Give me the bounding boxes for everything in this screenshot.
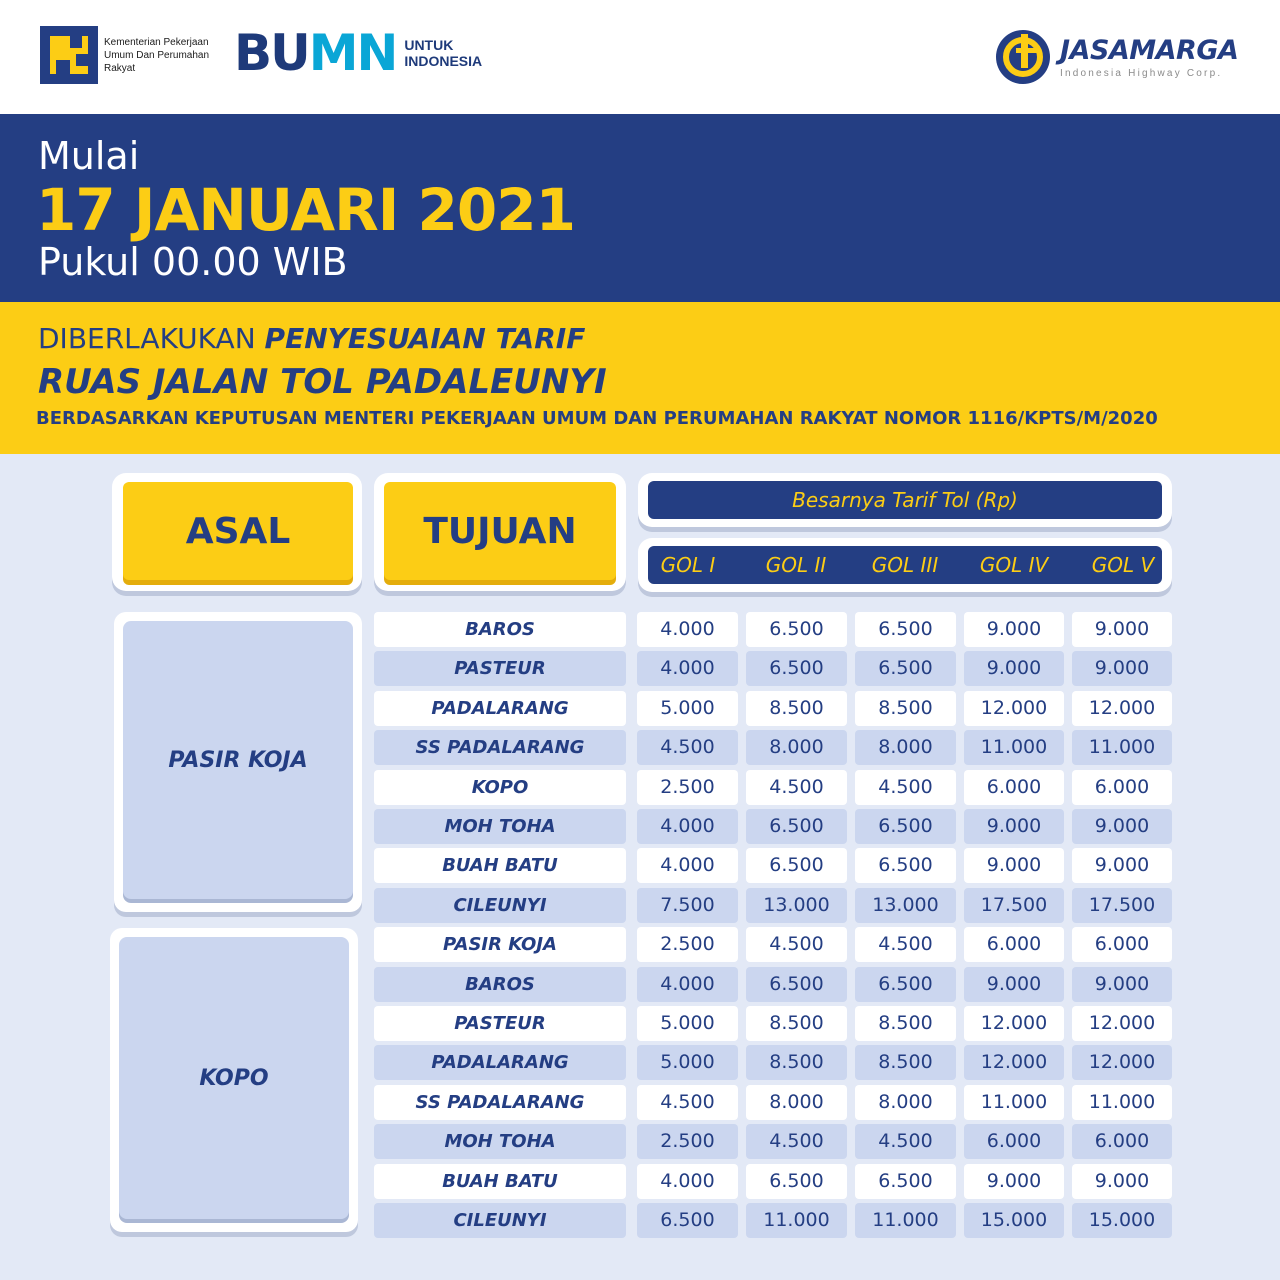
pupr-emblem-icon bbox=[40, 26, 98, 84]
tarif-cell-gol-4: 6.000 bbox=[964, 1124, 1064, 1159]
tarif-cell-gol-3: 4.500 bbox=[855, 770, 956, 805]
tarif-title: Besarnya Tarif Tol (Rp) bbox=[648, 481, 1162, 519]
mulai-label: Mulai bbox=[38, 134, 140, 178]
tarif-cell-gol-2: 11.000 bbox=[746, 1203, 847, 1238]
golongan-header bbox=[648, 546, 1162, 584]
tarif-cell-gol-1: 4.000 bbox=[637, 1164, 738, 1199]
tarif-cell-gol-2: 8.500 bbox=[746, 691, 847, 726]
gol-4-header: GOL IV bbox=[979, 553, 1049, 577]
destination-cell: MOH TOHA bbox=[374, 809, 626, 844]
origin-kopo: KOPO bbox=[119, 937, 349, 1219]
tarif-cell-gol-3: 6.500 bbox=[855, 809, 956, 844]
bumn-tagline: UNTUK INDONESIA bbox=[404, 37, 483, 69]
destination-cell: MOH TOHA bbox=[374, 1124, 626, 1159]
tarif-cell-gol-1: 4.000 bbox=[637, 967, 738, 1002]
destination-cell: BAROS bbox=[374, 967, 626, 1002]
origin-pasir-koja: PASIR KOJA bbox=[123, 621, 353, 899]
tarif-cell-gol-3: 4.500 bbox=[855, 927, 956, 962]
tarif-cell-gol-4: 11.000 bbox=[964, 730, 1064, 765]
destination-cell: PADALARANG bbox=[374, 1045, 626, 1080]
tarif-cell-gol-2: 8.500 bbox=[746, 1045, 847, 1080]
tarif-cell-gol-5: 15.000 bbox=[1072, 1203, 1172, 1238]
tarif-cell-gol-3: 13.000 bbox=[855, 888, 956, 923]
bumn-wordmark: BUMN bbox=[234, 24, 397, 82]
tarif-cell-gol-5: 9.000 bbox=[1072, 848, 1172, 883]
tarif-cell-gol-1: 6.500 bbox=[637, 1203, 738, 1238]
tarif-cell-gol-5: 9.000 bbox=[1072, 809, 1172, 844]
tarif-cell-gol-2: 6.500 bbox=[746, 809, 847, 844]
tarif-cell-gol-4: 9.000 bbox=[964, 967, 1064, 1002]
tarif-cell-gol-3: 6.500 bbox=[855, 1164, 956, 1199]
tarif-cell-gol-1: 4.000 bbox=[637, 848, 738, 883]
tarif-cell-gol-1: 5.000 bbox=[637, 1006, 738, 1041]
tarif-cell-gol-4: 12.000 bbox=[964, 691, 1064, 726]
pupr-logo bbox=[40, 26, 214, 84]
bumn-logo bbox=[234, 24, 483, 82]
tarif-cell-gol-2: 6.500 bbox=[746, 1164, 847, 1199]
gol-3-header: GOL III bbox=[871, 553, 939, 577]
tarif-cell-gol-1: 7.500 bbox=[637, 888, 738, 923]
tarif-cell-gol-2: 4.500 bbox=[746, 1124, 847, 1159]
tarif-cell-gol-5: 9.000 bbox=[1072, 967, 1172, 1002]
tarif-cell-gol-3: 6.500 bbox=[855, 848, 956, 883]
tarif-cell-gol-5: 9.000 bbox=[1072, 612, 1172, 647]
destination-cell: PASTEUR bbox=[374, 1006, 626, 1041]
tarif-cell-gol-1: 4.500 bbox=[637, 1085, 738, 1120]
tarif-cell-gol-5: 12.000 bbox=[1072, 1006, 1172, 1041]
tarif-cell-gol-2: 6.500 bbox=[746, 848, 847, 883]
jasamarga-logo bbox=[994, 28, 1238, 86]
tarif-cell-gol-3: 6.500 bbox=[855, 651, 956, 686]
tujuan-header: TUJUAN bbox=[384, 482, 616, 580]
tarif-cell-gol-5: 12.000 bbox=[1072, 1045, 1172, 1080]
tarif-cell-gol-3: 8.500 bbox=[855, 1045, 956, 1080]
tarif-cell-gol-5: 11.000 bbox=[1072, 730, 1172, 765]
tarif-cell-gol-4: 9.000 bbox=[964, 1164, 1064, 1199]
effective-date: 17 JANUARI 2021 bbox=[36, 176, 575, 244]
gol-1-header: GOL I bbox=[660, 553, 716, 577]
tarif-cell-gol-1: 5.000 bbox=[637, 1045, 738, 1080]
tarif-cell-gol-4: 12.000 bbox=[964, 1045, 1064, 1080]
destination-cell: BUAH BATU bbox=[374, 1164, 626, 1199]
destination-cell: PASIR KOJA bbox=[374, 927, 626, 962]
tarif-cell-gol-5: 17.500 bbox=[1072, 888, 1172, 923]
destination-cell: CILEUNYI bbox=[374, 888, 626, 923]
tarif-cell-gol-3: 8.500 bbox=[855, 691, 956, 726]
tarif-cell-gol-3: 6.500 bbox=[855, 967, 956, 1002]
tarif-cell-gol-2: 13.000 bbox=[746, 888, 847, 923]
tarif-cell-gol-2: 4.500 bbox=[746, 927, 847, 962]
tarif-cell-gol-4: 17.500 bbox=[964, 888, 1064, 923]
tarif-cell-gol-2: 4.500 bbox=[746, 770, 847, 805]
tarif-cell-gol-3: 8.000 bbox=[855, 730, 956, 765]
destination-cell: BAROS bbox=[374, 612, 626, 647]
tarif-cell-gol-5: 6.000 bbox=[1072, 927, 1172, 962]
tarif-cell-gol-3: 4.500 bbox=[855, 1124, 956, 1159]
asal-header: ASAL bbox=[123, 482, 353, 580]
tarif-cell-gol-5: 9.000 bbox=[1072, 1164, 1172, 1199]
tarif-cell-gol-4: 15.000 bbox=[964, 1203, 1064, 1238]
decree-reference: BERDASARKAN KEPUTUSAN MENTERI PEKERJAAN UMUM DAN PERUMAHAN RAKYAT NOMOR 1116/KPTS/M/2020 bbox=[36, 408, 1158, 429]
tarif-cell-gol-2: 8.500 bbox=[746, 1006, 847, 1041]
jasamarga-emblem-icon bbox=[994, 28, 1052, 86]
jasamarga-subtitle: Indonesia Highway Corp. bbox=[1060, 67, 1223, 79]
tarif-cell-gol-1: 4.500 bbox=[637, 730, 738, 765]
destination-cell: KOPO bbox=[374, 770, 626, 805]
tarif-cell-gol-1: 4.000 bbox=[637, 809, 738, 844]
tarif-cell-gol-4: 6.000 bbox=[964, 770, 1064, 805]
destination-cell: SS PADALARANG bbox=[374, 730, 626, 765]
tarif-cell-gol-2: 8.000 bbox=[746, 1085, 847, 1120]
destination-cell: PASTEUR bbox=[374, 651, 626, 686]
tarif-cell-gol-4: 9.000 bbox=[964, 848, 1064, 883]
tarif-cell-gol-3: 8.000 bbox=[855, 1085, 956, 1120]
destination-cell: BUAH BATU bbox=[374, 848, 626, 883]
destination-cell: CILEUNYI bbox=[374, 1203, 626, 1238]
tarif-cell-gol-5: 9.000 bbox=[1072, 651, 1172, 686]
gol-5-header: GOL V bbox=[1091, 553, 1155, 577]
destination-cell: SS PADALARANG bbox=[374, 1085, 626, 1120]
tarif-cell-gol-4: 11.000 bbox=[964, 1085, 1064, 1120]
effective-time: Pukul 00.00 WIB bbox=[38, 240, 348, 284]
tarif-cell-gol-2: 6.500 bbox=[746, 651, 847, 686]
tarif-cell-gol-2: 6.500 bbox=[746, 612, 847, 647]
tarif-cell-gol-1: 5.000 bbox=[637, 691, 738, 726]
toll-road-name: RUAS JALAN TOL PADALEUNYI bbox=[38, 362, 607, 402]
tarif-cell-gol-4: 9.000 bbox=[964, 651, 1064, 686]
tarif-cell-gol-1: 2.500 bbox=[637, 770, 738, 805]
tarif-cell-gol-1: 2.500 bbox=[637, 1124, 738, 1159]
pupr-text: Kementerian Pekerjaan Umum Dan Perumahan Rakyat bbox=[104, 36, 210, 74]
tarif-cell-gol-1: 2.500 bbox=[637, 927, 738, 962]
jasamarga-name: JASAMARGA bbox=[1060, 34, 1239, 66]
tarif-cell-gol-1: 4.000 bbox=[637, 612, 738, 647]
tarif-cell-gol-5: 6.000 bbox=[1072, 1124, 1172, 1159]
tarif-cell-gol-4: 9.000 bbox=[964, 612, 1064, 647]
tarif-cell-gol-3: 11.000 bbox=[855, 1203, 956, 1238]
tarif-cell-gol-4: 9.000 bbox=[964, 809, 1064, 844]
tarif-cell-gol-1: 4.000 bbox=[637, 651, 738, 686]
tariff-banner-line1: DIBERLAKUKAN PENYESUAIAN TARIF bbox=[38, 322, 586, 355]
destination-cell: PADALARANG bbox=[374, 691, 626, 726]
tarif-cell-gol-2: 8.000 bbox=[746, 730, 847, 765]
tarif-cell-gol-5: 12.000 bbox=[1072, 691, 1172, 726]
tarif-cell-gol-4: 6.000 bbox=[964, 927, 1064, 962]
tarif-cell-gol-2: 6.500 bbox=[746, 967, 847, 1002]
gol-2-header: GOL II bbox=[765, 553, 827, 577]
tarif-cell-gol-3: 8.500 bbox=[855, 1006, 956, 1041]
tarif-cell-gol-3: 6.500 bbox=[855, 612, 956, 647]
tarif-cell-gol-4: 12.000 bbox=[964, 1006, 1064, 1041]
tarif-cell-gol-5: 11.000 bbox=[1072, 1085, 1172, 1120]
tarif-cell-gol-5: 6.000 bbox=[1072, 770, 1172, 805]
